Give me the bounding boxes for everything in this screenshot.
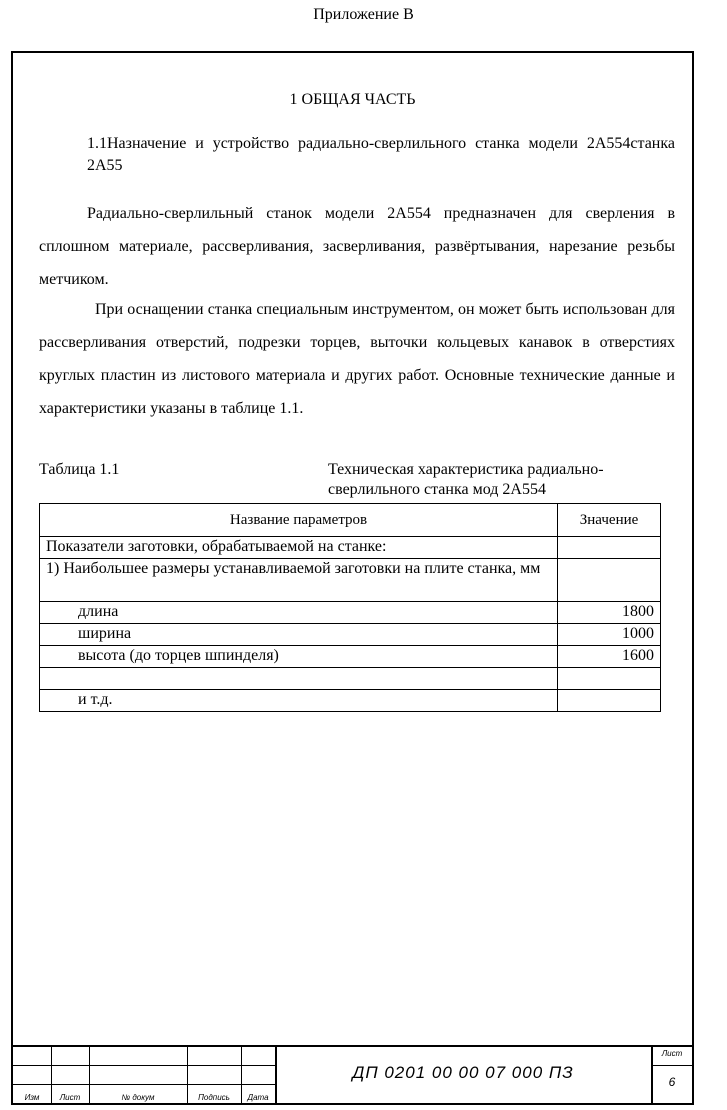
table-row <box>40 690 661 712</box>
sheet-label: Лист <box>661 1049 683 1058</box>
param-cell: высота (до торцев шпинделя) <box>40 646 558 668</box>
section-heading: 1 ОБЩАЯ ЧАСТЬ <box>289 91 416 108</box>
value-cell: 1600 <box>558 646 661 668</box>
stamp-label-sheet: Лист <box>59 1093 81 1102</box>
document-number: ДП 0201 00 00 07 000 ПЗ <box>352 1063 574 1082</box>
page-frame <box>11 51 694 1105</box>
param-cell: длина <box>40 602 558 624</box>
param-cell: и т.д. <box>40 690 558 712</box>
stamp-label-doc: № докум <box>121 1093 155 1102</box>
paragraph-purpose: Радиально-сверлильный станок модели 2А554 предназначен для сверления в сплошном материале, рассверливания, засверливания, развёртывания, нарезание резьбы метчиком. <box>39 205 675 288</box>
table-row <box>40 559 661 602</box>
stamp-divider <box>651 1065 692 1066</box>
value-cell <box>558 559 661 602</box>
stamp-label-date: Дата <box>247 1093 269 1102</box>
stamp-label-change: Изм <box>24 1093 40 1102</box>
param-cell: 1) Наибольшее размеры устанавливаемой заготовки на плите станка, мм <box>40 559 558 602</box>
table-header-row <box>40 504 661 537</box>
value-cell <box>558 690 661 712</box>
parameters-table <box>39 503 661 712</box>
value-cell <box>558 668 661 690</box>
stamp-divider <box>13 1084 275 1085</box>
value-cell: 1800 <box>558 602 661 624</box>
table-row <box>40 668 661 690</box>
param-cell: ширина <box>40 624 558 646</box>
param-cell: Показатели заготовки, обрабатываемой на станке: <box>40 537 558 559</box>
paragraph-tooling: При оснащении станка специальным инструментом, он может быть использован для рассверливания отверстий, подрезки торцев, выточки кольцевых канавок в отверстиях круглых пластин из листового материала и других работ. Основные технические данные и характеристики указаны в таблице 1.1. <box>39 301 675 417</box>
table-row <box>40 624 661 646</box>
subsection-title: 1.1Назначение и устройство радиально-сверлильного станка модели 2А554станка 2А55 <box>87 135 675 174</box>
appendix-title: Приложение В <box>313 6 414 23</box>
title-block <box>13 1045 692 1103</box>
table-label: Таблица 1.1 <box>39 461 120 478</box>
table-row <box>40 602 661 624</box>
stamp-divider <box>13 1065 275 1066</box>
value-cell <box>558 537 661 559</box>
table-title: Техническая характеристика радиально-сверлильного станка мод 2А554 <box>328 461 604 498</box>
value-cell: 1000 <box>558 624 661 646</box>
stamp-label-sign: Подпись <box>198 1093 230 1102</box>
sheet-number: 6 <box>668 1075 676 1089</box>
param-cell <box>40 668 558 690</box>
header-param: Название параметров <box>40 504 558 537</box>
table-row <box>40 537 661 559</box>
header-value: Значение <box>558 504 661 537</box>
table-row <box>40 646 661 668</box>
